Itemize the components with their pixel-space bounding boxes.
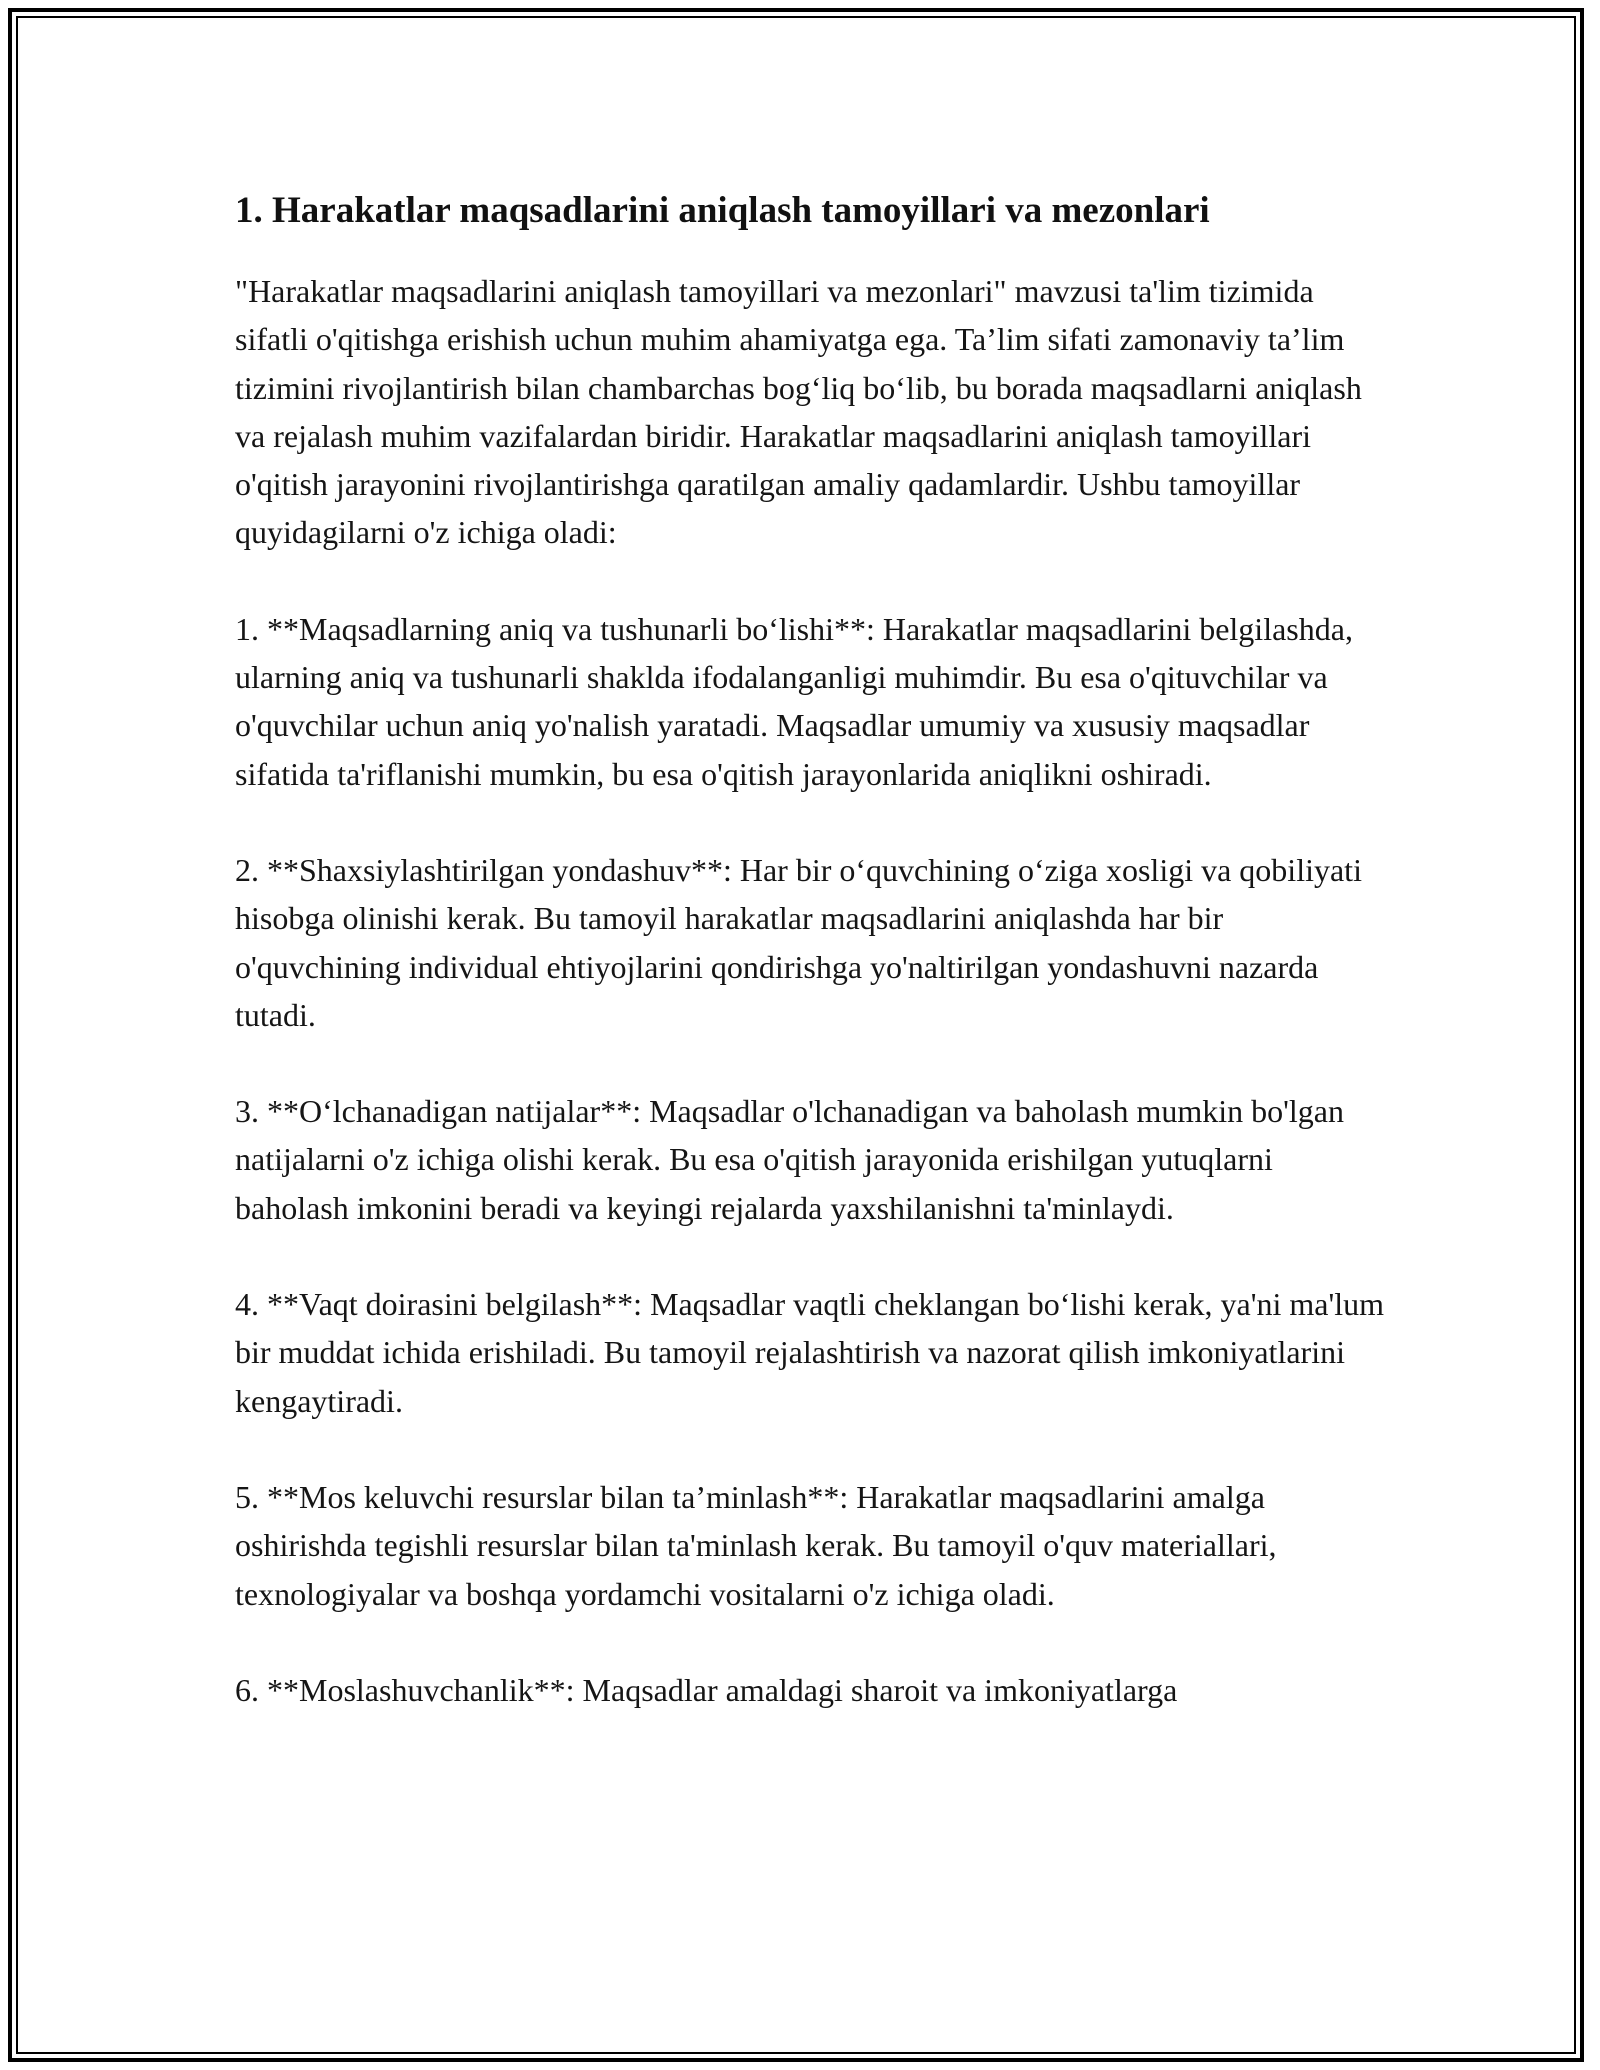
principle-5-paragraph: 5. **Mos keluvchi resurslar bilan ta’minlash**: Harakatlar maqsadlarini amalga oshirishda tegishli resurslar bilan ta'minlash kerak. Bu tamoyil o'quv materiallari, texnologiyalar va boshqa yordamchi vositalarni o'z ichiga oladi. <box>235 1478 1277 1612</box>
document-title: 1. Harakatlar maqsadlarini aniqlash tamoyillari va mezonlari <box>235 190 1210 231</box>
principle-4-paragraph: 4. **Vaqt doirasini belgilash**: Maqsadlar vaqtli cheklangan bo‘lishi kerak, ya'ni ma'lum bir muddat ichida erishiladi. Bu tamoyil rejalashtirish va nazorat qilish imkoniyatlarini kengaytiradi. <box>235 1286 1385 1419</box>
document-body <box>235 185 1385 1762</box>
principle-6-paragraph: 6. **Moslashuvchanlik**: Maqsadlar amaldagi sharoit va imkoniyatlarga <box>235 1671 1178 1708</box>
principle-1-paragraph: 1. **Maqsadlarning aniq va tushunarli bo‘lishi**: Harakatlar maqsadlarini belgilashda, ularning aniq va tushunarli shaklda ifodalanganligi muhimdir. Bu esa o'qituvchilar va o'quvchilar uchun aniq yo'nalish yaratadi. Maqsadlar umumiy va xususiy maqsadlar sifatida ta'riflanishi mumkin, bu esa o'qitish jarayonlarida aniqlikni oshiradi. <box>235 610 1353 792</box>
principle-3-paragraph: 3. **O‘lchanadigan natijalar**: Maqsadlar o'lchanadigan va baholash mumkin bo'lgan natijalarni o'z ichiga olishi kerak. Bu esa o'qitish jarayonida erishilgan yutuqlarni baholash imkonini beradi va keyingi rejalarda yaxshilanishni ta'minlaydi. <box>235 1093 1344 1226</box>
intro-paragraph: "Harakatlar maqsadlarini aniqlash tamoyillari va mezonlari" mavzusi ta'lim tizimida sifatli o'qitishga erishish uchun muhim ahamiyatga ega. Ta’lim sifati zamonaviy ta’lim tizimini rivojlantirish bilan chambarchas bog‘liq bo‘lib, bu borada maqsadlarni aniqlash va rejalash muhim vazifalardan biridir. Harakatlar maqsadlarini aniqlash tamoyillari o'qitish jarayonini rivojlantirishga qaratilgan amaliy qadamlardir. Ushbu tamoyillar quyidagilarni o'z ichiga oladi: <box>235 273 1362 551</box>
principle-2-paragraph: 2. **Shaxsiylashtirilgan yondashuv**: Har bir o‘quvchining o‘ziga xosligi va qobiliyati hisobga olinishi kerak. Bu tamoyil harakatlar maqsadlarini aniqlashda har bir o'quvchining individual ehtiyojlarini qondirishga yo'naltirilgan yondashuvni nazarda tutadi. <box>235 851 1362 1033</box>
